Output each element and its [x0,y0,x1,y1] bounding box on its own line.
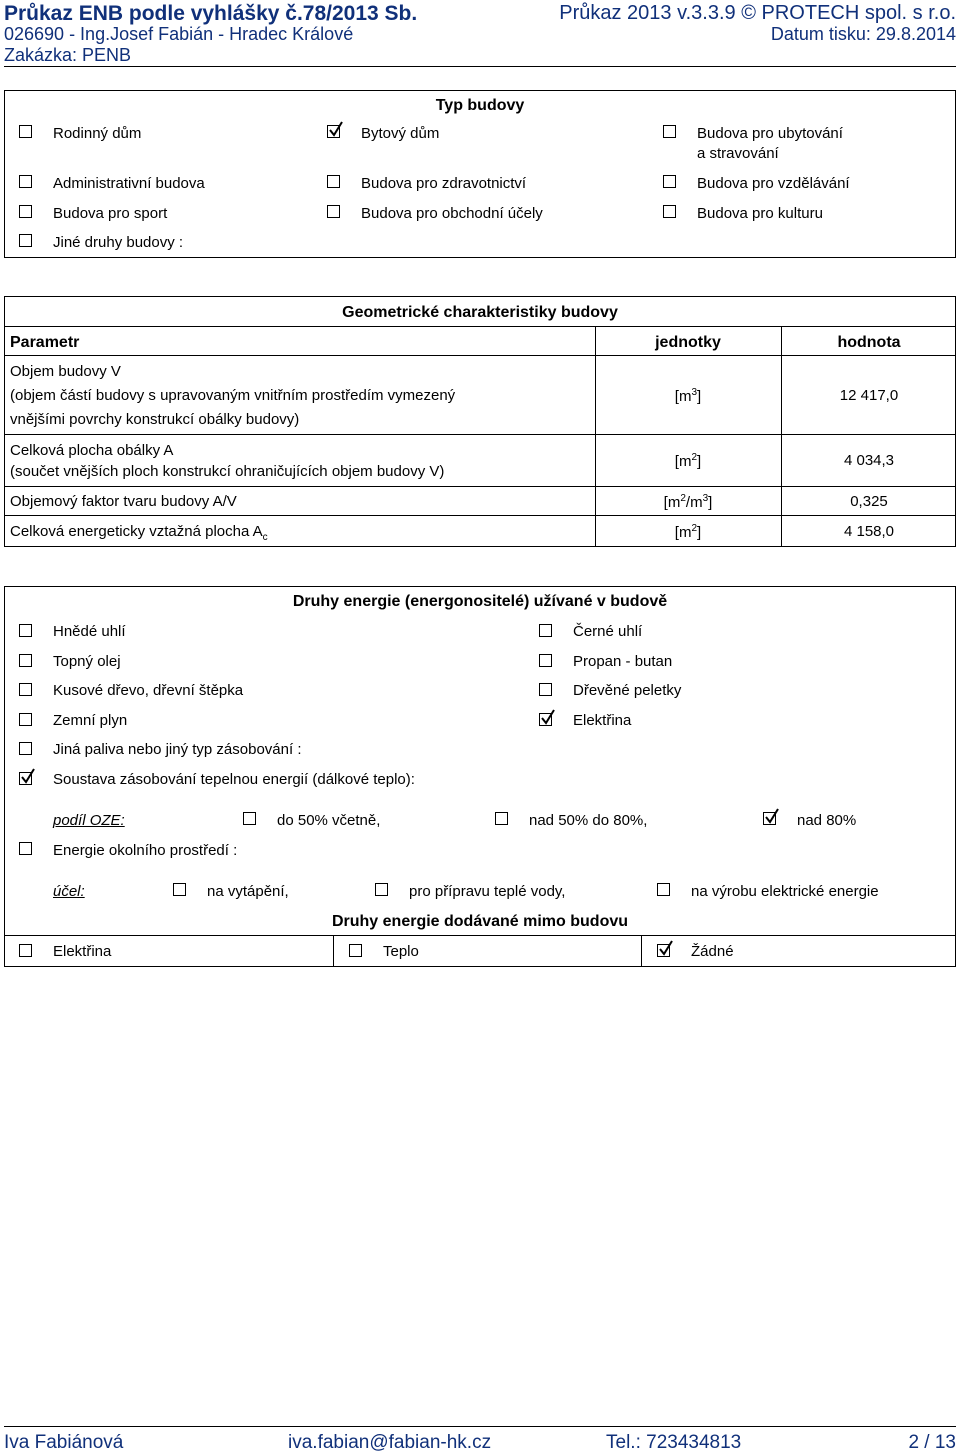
checkbox[interactable] [19,125,32,138]
energy-option[interactable] [19,679,499,701]
checkbox[interactable] [19,772,32,785]
volume-desc-2: vnějšími povrchy konstrukcí obálky budovy) [10,411,300,428]
energy-option[interactable] [19,709,499,731]
energy-option[interactable] [19,738,499,760]
volume-value: 12 417,0 [839,387,899,404]
option-label: Žádné [691,943,734,960]
checkbox[interactable] [663,125,676,138]
document-title: Průkaz ENB podle vyhlášky č.78/2013 Sb. [4,2,418,25]
checkbox[interactable] [173,883,186,896]
building-type-option[interactable] [19,171,319,193]
building-type-section [4,90,956,258]
building-type-option[interactable] [663,201,943,223]
energy-section [4,586,956,967]
building-type-option[interactable] [19,230,319,252]
oze-option[interactable] [243,808,463,830]
option-label: pro přípravu teplé vody, [409,883,566,900]
checkbox[interactable] [657,944,670,957]
volume-label: Objem budovy V [10,363,121,380]
option-label: Budova pro ubytování [697,125,843,142]
reference-area-value: 4 158,0 [843,523,895,540]
checkbox[interactable] [663,175,676,188]
outside-energy-title: Druhy energie dodávané mimo budovu [331,913,629,930]
oze-option[interactable] [763,808,943,830]
building-type-option[interactable] [19,201,319,223]
reference-area-unit: $[m^2]$ [674,523,702,541]
checkbox[interactable] [539,624,552,637]
geometry-section [4,296,956,547]
company-line: 026690 - Ing.Josef Fabián - Hradec Králové [4,24,354,44]
envelope-area-value: 4 034,3 [843,452,895,469]
option-label: Kusové dřevo, dřevní štěpka [53,682,244,699]
col-value: hodnota [837,334,901,351]
envelope-area-unit: $[m^2]$ [674,452,702,470]
option-label: Zemní plyn [53,712,128,729]
shape-factor-label: Objemový faktor tvaru budovy A/V [10,493,237,510]
purpose-label: účel: [53,883,85,900]
volume-unit: $[m^3]$ [674,387,702,405]
checkbox[interactable] [327,175,340,188]
author-name: Iva Fabiánová [4,1432,124,1453]
checkbox[interactable] [663,205,676,218]
checkbox[interactable] [657,883,670,896]
checkbox[interactable] [327,205,340,218]
checkbox[interactable] [349,944,362,957]
option-label: Budova pro obchodní účely [361,205,543,222]
option-label: Soustava zásobování tepelnou energií (dálkové teplo): [53,771,415,788]
option-label: Budova pro vzdělávání [697,175,850,192]
option-label: na výrobu elektrické energie [691,883,879,900]
building-type-option[interactable] [19,121,319,143]
author-phone: Tel.: 723434813 [606,1432,742,1453]
checkbox[interactable] [19,175,32,188]
checkbox[interactable] [19,742,32,755]
oze-share-label: podíl OZE: [53,812,125,829]
option-label: Jiná paliva nebo jiný typ zásobování : [53,741,302,758]
envelope-area-desc: (součet vnějších ploch konstrukcí ohraničujících objem budovy V) [10,463,445,480]
geometry-title: Geometrické charakteristiky budovy [342,304,618,321]
checkbox[interactable] [19,624,32,637]
option-label: Propan - butan [573,653,673,670]
option-label: Administrativní budova [53,175,205,192]
option-label: Elektřina [53,943,112,960]
energy-option[interactable] [539,679,919,701]
checkbox[interactable] [243,812,256,825]
checkbox[interactable] [19,205,32,218]
checkbox[interactable] [19,944,32,957]
reference-area-label: Celková energeticky vztažná plocha $A_c$ [10,523,268,543]
outside-option[interactable] [657,940,937,962]
outside-option[interactable] [19,940,319,962]
checkbox[interactable] [375,883,388,896]
order-line: Zakázka: PENB [4,45,132,65]
option-label: Černé uhlí [573,623,643,640]
energy-option[interactable] [19,620,499,642]
option-label: Rodinný dům [53,125,142,142]
checkbox[interactable] [763,812,776,825]
energy-title: Druhy energie (energonositelé) užívané v budově [292,593,668,610]
option-label: Hnědé uhlí [53,623,126,640]
volume-desc: (objem částí budovy s upravovaným vnitřním prostředím vymezený [10,387,456,404]
option-label: Dřevěné peletky [573,682,682,699]
col-units: jednotky [655,334,721,351]
checkbox[interactable] [19,234,32,247]
option-label: nad 50% do 80%, [529,812,648,829]
purpose-option[interactable] [657,879,947,901]
print-date: Datum tisku: 29.8.2014 [770,24,956,44]
building-type-title: Typ budovy [435,97,525,114]
col-parameter: Parametr [10,334,80,351]
envelope-area-label: Celková plocha obálky A [10,442,174,459]
option-label: Bytový dům [361,125,440,142]
checkbox[interactable] [539,683,552,696]
building-type-option[interactable] [663,121,943,165]
shape-factor-unit: $[m^2/m^3]$ [663,493,713,511]
outside-option[interactable] [349,940,629,962]
software-line: Průkaz 2013 v.3.3.9 © PROTECH spol. s r.o. [559,2,956,24]
checkbox[interactable] [539,713,552,726]
option-label: Budova pro sport [53,205,168,222]
energy-option[interactable] [539,709,919,731]
option-label: Elektřina [573,712,632,729]
energy-option[interactable] [539,620,919,642]
option-label: na vytápění, [207,883,289,900]
option-label: Budova pro zdravotnictví [361,175,527,192]
option-label-line2: a stravování [697,145,779,162]
option-label: Teplo [383,943,419,960]
option-label: Jiné druhy budovy : [53,234,184,251]
building-type-option[interactable] [663,171,943,193]
energy-option[interactable] [19,838,499,860]
oze-option[interactable] [495,808,725,830]
page-footer [4,1426,956,1451]
checkbox[interactable] [19,713,32,726]
checkbox[interactable] [327,125,340,138]
purpose-option[interactable] [375,879,635,901]
page-header [4,0,956,67]
author-email[interactable]: iva.fabian@fabian-hk.cz [288,1432,492,1453]
shape-factor-value: 0,325 [850,493,888,510]
building-type-option[interactable] [327,121,647,143]
energy-option[interactable] [539,650,919,672]
building-type-option[interactable] [327,201,647,223]
checkbox[interactable] [19,683,32,696]
energy-option[interactable] [19,768,499,790]
checkbox[interactable] [539,654,552,667]
option-label: Budova pro kulturu [697,205,823,222]
option-label: nad 80% [797,812,857,829]
building-type-option[interactable] [327,171,647,193]
option-label: Energie okolního prostředí : [53,842,238,859]
energy-option[interactable] [19,650,499,672]
checkbox[interactable] [495,812,508,825]
checkbox[interactable] [19,842,32,855]
checkbox[interactable] [19,654,32,667]
option-label: Topný olej [53,653,121,670]
option-label: do 50% včetně, [277,812,381,829]
page-number: 2 / 13 [908,1432,956,1453]
purpose-option[interactable] [173,879,353,901]
